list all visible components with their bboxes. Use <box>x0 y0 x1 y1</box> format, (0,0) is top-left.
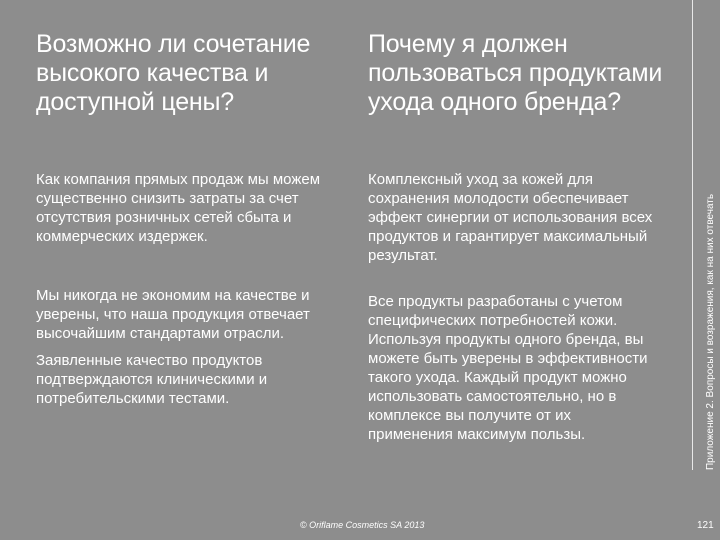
right-paragraph-1: Комплексный уход за кожей для сохранения молодости обеспечивает эффект синергии от использования всех продуктов и гарантирует максимальный результат. <box>368 171 653 264</box>
right-paragraph-2: Все продукты разработаны с учетом специфических потребностей кожи. Используя продукты одного бренда, вы можете быть уверены в эффективности такого ухода. Каждый продукт можно использовать самостоятельно, но в комплексе вы получите от их применения максимум пользы. <box>368 293 648 443</box>
right-column <box>368 30 668 117</box>
left-column <box>36 30 336 117</box>
left-paragraph-1: Как компания прямых продаж мы можем существенно снизить затраты за счет отсутствия розничных сетей сбыта и коммерческих издержек. <box>36 171 321 245</box>
page-number: 121 <box>697 520 714 531</box>
sidebar-vertical-text: Приложение 2. Вопросы и возражения, как на них отвечать <box>705 193 716 470</box>
left-paragraph-3: Заявленные качество продуктов подтверждаются клиническими и потребительскими тестами. <box>36 352 268 407</box>
left-heading: Возможно ли сочетание высокого качества и доступной цены? <box>36 30 311 116</box>
left-paragraph-2: Мы никогда не экономим на качестве и уверены, что наша продукция отвечает высочайшим стандартами отрасли. <box>36 287 310 342</box>
sidebar-divider <box>692 0 693 470</box>
copyright-footer: © Oriflame Cosmetics SA 2013 <box>300 520 425 530</box>
right-heading: Почему я должен пользоваться продуктами ухода одного бренда? <box>368 30 663 116</box>
